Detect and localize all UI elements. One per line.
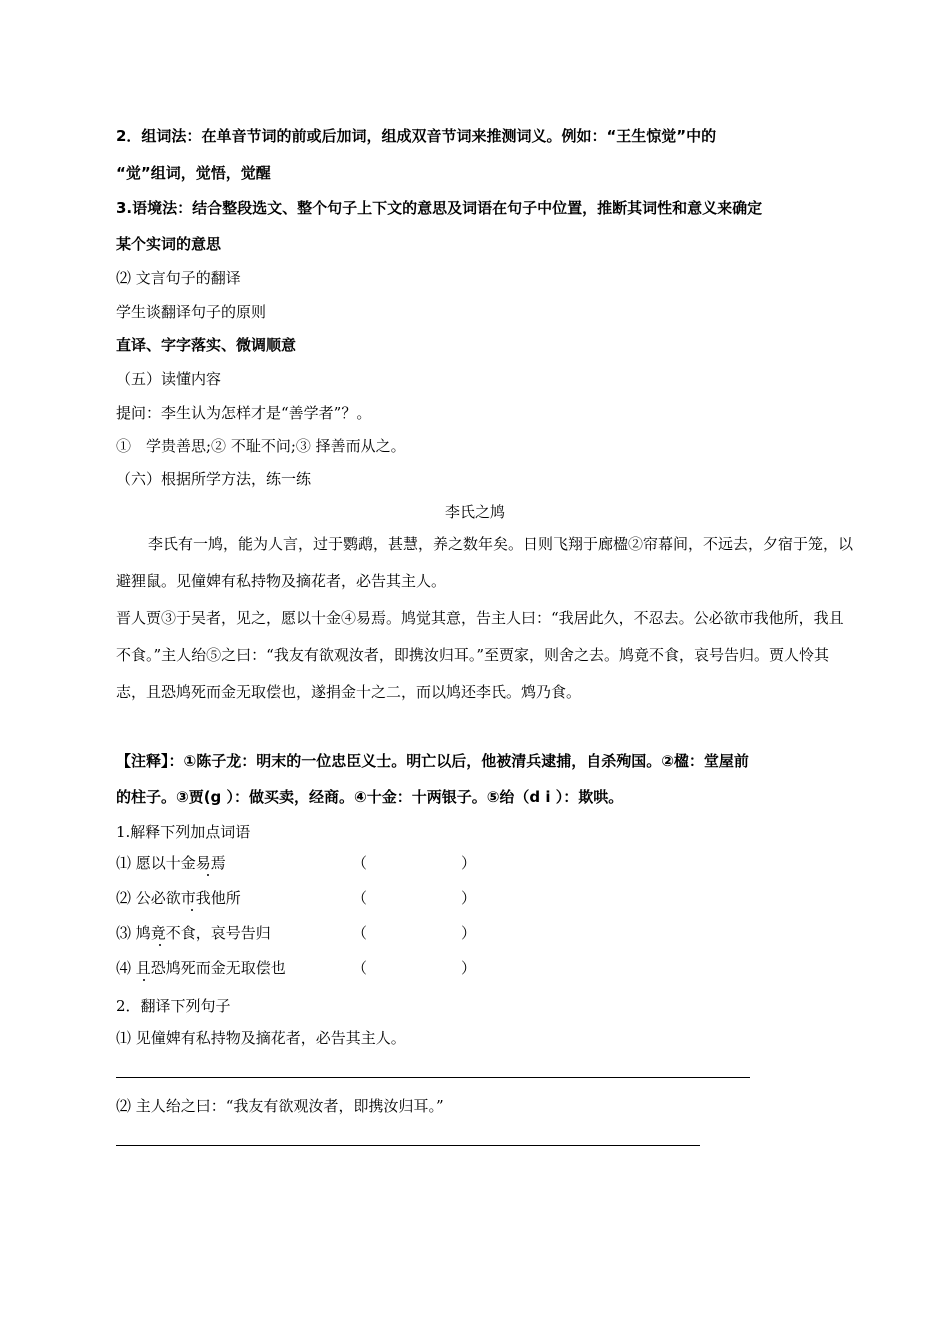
answer-blank-right: ） — [461, 924, 477, 942]
answer-blank-left: （ — [352, 889, 368, 907]
emphasis-dot — [159, 944, 161, 946]
notes-line-2: 的柱子。③贾(g ）：做买卖，经商。④十金：十两银子。⑤绐（d i ）：欺哄。 — [116, 788, 624, 806]
translation-prompt: 学生谈翻译句子的原则 — [116, 303, 267, 321]
exercise-1-item-1: ⑴ 愿以十金易焉 — [116, 854, 226, 872]
method-3-line-1: 3.语境法：结合整段选文、整个句子上下文的意思及词语在句子中位置，推断其词性和意义来确定 — [116, 199, 763, 217]
answer-blank-right: ） — [461, 959, 477, 977]
passage-body — [116, 526, 856, 711]
answer-blank-right: ） — [461, 889, 477, 907]
exercise-2-heading: 2．翻译下列句子 — [116, 997, 231, 1015]
emphasis-dot — [207, 874, 209, 876]
translation-principle: 直译、字字落实、微调顺意 — [116, 336, 297, 354]
notes-line-1: 【注释】：①陈子龙：明末的一位忠臣义士。明亡以后，他被清兵逮捕，自杀殉国。②楹：堂屋前 — [116, 752, 749, 770]
understanding-heading: （五）读懂内容 — [116, 370, 222, 388]
method-2-line-2: “觉”组词，觉悟，觉醒 — [116, 164, 271, 182]
passage-paragraph-1: 李氏有一鸠，能为人言，过于鹦鹉，甚慧，养之数年矣。日则飞翔于廊楹②帘幕间，不远去，夕宿于笼，以避狸鼠。见僮婢有私持物及摘花者，必告其主人。 — [116, 535, 854, 590]
exercise-1-heading: 1.解释下列加点词语 — [116, 823, 251, 841]
method-3-line-2: 某个实词的意思 — [116, 235, 222, 253]
emphasis-dot — [143, 979, 145, 981]
exercise-1-item-2: ⑵ 公必欲市我他所 — [116, 889, 241, 907]
answer-line — [116, 1077, 750, 1078]
answer-line — [116, 1145, 700, 1146]
practice-heading: （六）根据所学方法，练一练 — [116, 470, 312, 488]
answer-blank-left: （ — [352, 924, 368, 942]
understanding-question: 提问：李生认为怎样才是“善学者”？。 — [116, 404, 372, 422]
understanding-answer: ① 学贵善思;② 不耻不问;③ 择善而从之。 — [116, 437, 406, 455]
method-2-line-1: 2．组词法：在单音节词的前或后加词，组成双音节词来推测词义。例如：“王生惊觉”中的 — [116, 127, 717, 145]
answer-blank-right: ） — [461, 854, 477, 872]
answer-blank-left: （ — [352, 854, 368, 872]
translation-heading: ⑵ 文言句子的翻译 — [116, 269, 241, 287]
exercise-2-item-1: ⑴ 见僮婢有私持物及摘花者，必告其主人。 — [116, 1029, 406, 1047]
passage-paragraph-2: 晋人贾③于吴者，见之，愿以十金④易焉。鸠觉其意，告主人曰：“我居此久，不忍去。公必欲市我他所，我且不食。”主人绐⑤之曰：“我友有欲观汝者，即携汝归耳。”至贾家，则舍之去。鸠竟不食，哀号告归。贾人怜其志，且恐鸠死而金无取偿也，遂捐金十之二，而以鸠还李氏。鸩乃食。 — [116, 609, 844, 701]
exercise-2-item-2: ⑵ 主人绐之曰：“我友有欲观汝者，即携汝归耳。” — [116, 1097, 444, 1115]
answer-blank-left: （ — [352, 959, 368, 977]
exercise-1-item-4: ⑷ 且恐鸠死而金无取偿也 — [116, 959, 286, 977]
passage-title: 李氏之鸠 — [444, 503, 505, 521]
exercise-1-item-3: ⑶ 鸠竟不食，哀号告归 — [116, 924, 271, 942]
emphasis-dot — [191, 909, 193, 911]
